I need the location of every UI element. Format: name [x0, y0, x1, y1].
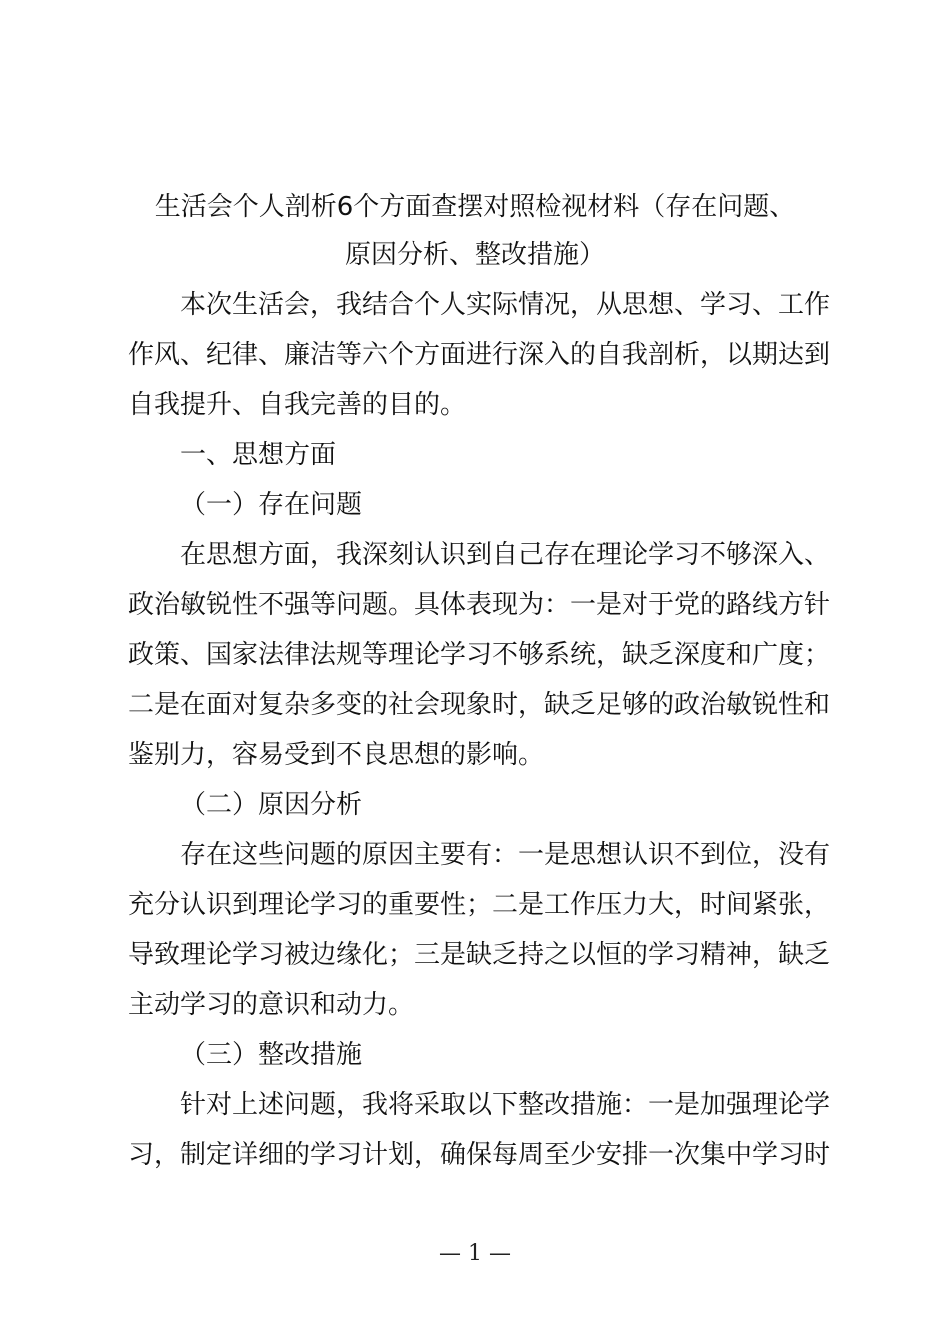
document-title-line-1: 生活会个人剖析6个方面查摆对照检视材料（存在问题、: [154, 192, 796, 222]
page-number: — 1 —: [439, 1241, 511, 1266]
paragraph-line: 存在这些问题的原因主要有：一是思想认识不到位，没有: [180, 840, 831, 870]
paragraph-line: 在思想方面，我深刻认识到自己存在理论学习不够深入、: [180, 540, 831, 570]
paragraph-line: 政治敏锐性不强等问题。具体表现为：一是对于党的路线方针: [128, 590, 831, 620]
intro-line: 作风、纪律、廉洁等六个方面进行深入的自我剖析，以期达到: [128, 340, 831, 370]
section-heading: 一、思想方面: [180, 440, 337, 470]
intro-line: 本次生活会，我结合个人实际情况，从思想、学习、工作: [180, 290, 831, 320]
paragraph-line: 主动学习的意识和动力。: [128, 990, 415, 1020]
paragraph-line: 二是在面对复杂多变的社会现象时，缺乏足够的政治敏锐性和: [128, 690, 831, 720]
subsection-heading: （三）整改措施: [180, 1040, 363, 1070]
paragraph-line: 充分认识到理论学习的重要性；二是工作压力大，时间紧张，: [128, 890, 831, 920]
paragraph-line: 鉴别力，容易受到不良思想的影响。: [128, 740, 545, 770]
intro-line: 自我提升、自我完善的目的。: [128, 390, 467, 420]
paragraph-line: 针对上述问题，我将采取以下整改措施：一是加强理论学: [180, 1090, 831, 1120]
paragraph-line: 政策、国家法律法规等理论学习不够系统，缺乏深度和广度；: [128, 640, 831, 670]
paragraph-line: 导致理论学习被边缘化；三是缺乏持之以恒的学习精神，缺乏: [128, 940, 831, 970]
paragraph-line: 习，制定详细的学习计划，确保每周至少安排一次集中学习时: [128, 1140, 831, 1170]
subsection-heading: （二）原因分析: [180, 790, 363, 820]
document-title-line-2: 原因分析、整改措施）: [344, 240, 605, 270]
subsection-heading: （一）存在问题: [180, 490, 363, 520]
